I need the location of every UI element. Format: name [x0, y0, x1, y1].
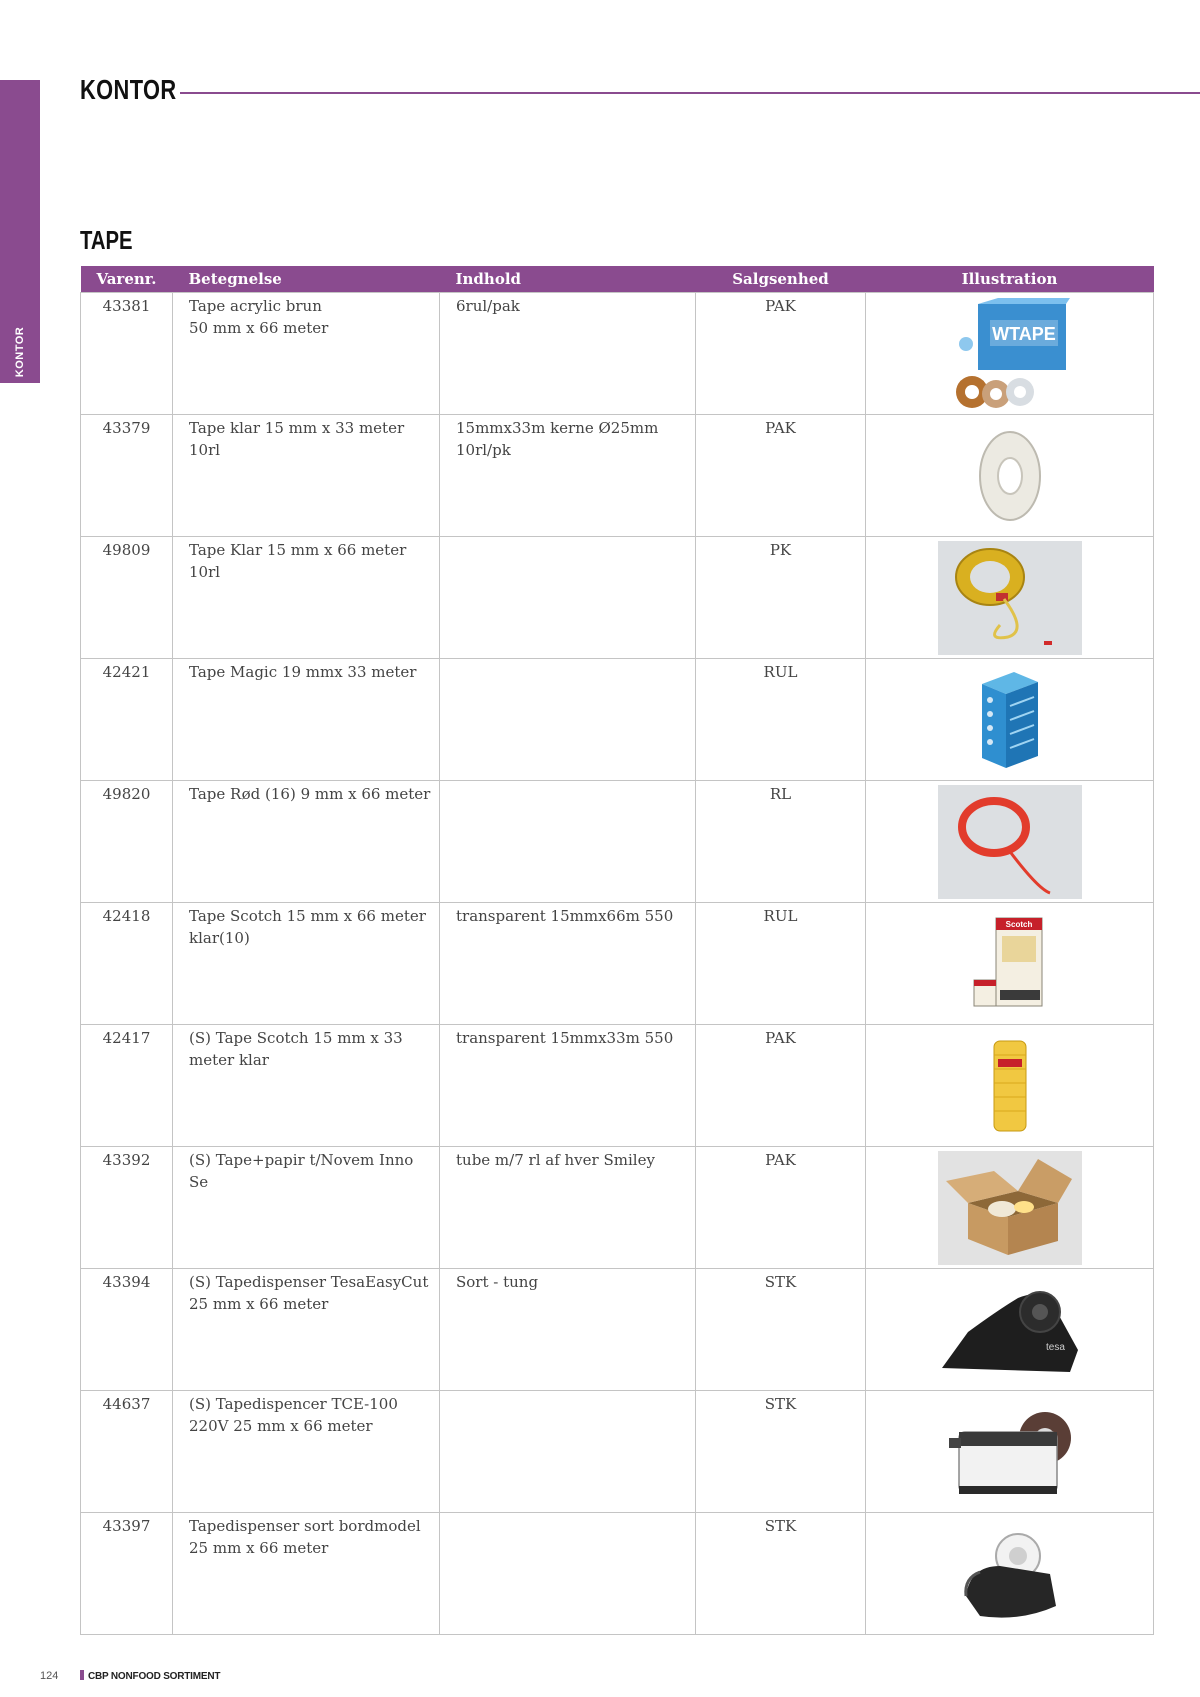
item-number: 49809	[81, 537, 173, 659]
item-name-line: 220V 25 mm x 66 meter	[189, 1417, 373, 1435]
item-name-line: (S) Tapedispencer TCE-100	[189, 1395, 398, 1413]
page-number: 124	[40, 1670, 59, 1682]
item-number: 43379	[81, 415, 173, 537]
item-illustration	[866, 781, 1154, 903]
cardboard-box-icon	[938, 1151, 1082, 1265]
footer-brand-label: CBP NONFOOD SORTIMENT	[88, 1671, 221, 1682]
table-row	[81, 293, 1154, 415]
table-row	[81, 1269, 1154, 1391]
item-number: 49820	[81, 781, 173, 903]
item-content	[440, 293, 696, 415]
item-illustration	[866, 1391, 1154, 1513]
column-header-indhold: Indhold	[440, 266, 696, 293]
item-name-line: Tape Klar 15 mm x 66 meter 10rl	[189, 541, 407, 581]
tesa-dispenser-icon	[938, 1280, 1082, 1380]
item-content-line: transparent 15mmx66m 550	[456, 907, 674, 925]
item-unit: STK	[696, 1391, 866, 1513]
item-content	[440, 1025, 696, 1147]
item-content-line: 10rl/pk	[456, 441, 511, 459]
item-name-line: Tapedispenser sort bordmodel	[189, 1517, 421, 1535]
item-content	[440, 781, 696, 903]
red-tape-roll-icon	[938, 785, 1082, 899]
scotch-tape-pack-icon	[990, 1037, 1030, 1135]
scotch-brand: Scotch	[1005, 919, 1032, 929]
item-name-line: (S) Tapedispenser TesaEasyCut	[189, 1273, 429, 1291]
item-illustration	[866, 903, 1154, 1025]
item-name	[173, 659, 440, 781]
item-name	[173, 293, 440, 415]
item-content	[440, 1513, 696, 1635]
tesa-brand: tesa	[1045, 1341, 1065, 1353]
wtape-box-icon	[950, 298, 1070, 410]
item-number: 43381	[81, 293, 173, 415]
wtape-brand: WTAPE	[991, 323, 1056, 344]
magic-tape-stack-icon	[978, 670, 1042, 770]
item-number: 43392	[81, 1147, 173, 1269]
item-unit: PAK	[696, 415, 866, 537]
item-content-line: tube m/7 rl af hver Smiley	[456, 1151, 655, 1169]
item-unit: PAK	[696, 1147, 866, 1269]
item-name-line: Tape Rød (16) 9 mm x 66 meter	[189, 785, 431, 803]
item-name-line: 25 mm x 66 meter	[189, 1539, 329, 1557]
table-row	[81, 1025, 1154, 1147]
item-name-line: Tape klar 15 mm x 33 meter 10rl	[189, 419, 405, 459]
column-header-varenr: Varenr.	[81, 266, 173, 293]
item-illustration	[866, 1147, 1154, 1269]
item-illustration	[866, 537, 1154, 659]
table-row	[81, 781, 1154, 903]
item-content	[440, 1269, 696, 1391]
item-name-line: Tape acrylic brun	[189, 297, 322, 315]
scotch-tape-box-icon	[972, 914, 1048, 1014]
side-tab-label: KONTOR	[14, 326, 26, 378]
item-name-line: Tape Scotch 15 mm x 66 meter	[189, 907, 426, 925]
item-name-line: (S) Tape Scotch 15 mm x 33	[189, 1029, 403, 1047]
item-number: 42417	[81, 1025, 173, 1147]
item-name	[173, 903, 440, 1025]
title-divider	[180, 92, 1200, 94]
item-name	[173, 1025, 440, 1147]
item-name-line: klar(10)	[189, 929, 250, 947]
product-table	[80, 266, 1154, 1635]
item-unit: RUL	[696, 659, 866, 781]
item-name	[173, 1269, 440, 1391]
table-row	[81, 659, 1154, 781]
electric-dispenser-icon	[945, 1404, 1075, 1500]
item-name-line: 25 mm x 66 meter	[189, 1295, 329, 1313]
item-name-line: (S) Tape+papir t/Novem Inno Se	[189, 1151, 414, 1191]
footer-brand	[80, 1670, 220, 1682]
item-content-line: 15mmx33m kerne Ø25mm	[456, 419, 659, 437]
table-row	[81, 537, 1154, 659]
item-number: 43397	[81, 1513, 173, 1635]
item-name	[173, 1391, 440, 1513]
table-row	[81, 903, 1154, 1025]
item-content	[440, 1147, 696, 1269]
item-illustration	[866, 293, 1154, 415]
item-content-line: Sort - tung	[456, 1273, 539, 1291]
table-row	[81, 1513, 1154, 1635]
item-unit: PAK	[696, 1025, 866, 1147]
item-illustration	[866, 1269, 1154, 1391]
item-unit: STK	[696, 1513, 866, 1635]
item-illustration	[866, 659, 1154, 781]
item-illustration	[866, 1025, 1154, 1147]
item-illustration	[866, 415, 1154, 537]
item-content-line: 6rul/pak	[456, 297, 520, 315]
table-row	[81, 1391, 1154, 1513]
item-content	[440, 1391, 696, 1513]
table-header-row	[81, 266, 1154, 293]
item-name	[173, 1147, 440, 1269]
item-unit: STK	[696, 1269, 866, 1391]
desk-dispenser-icon	[960, 1526, 1060, 1622]
item-unit: PAK	[696, 293, 866, 415]
item-content	[440, 415, 696, 537]
item-name-line: meter klar	[189, 1051, 269, 1069]
column-header-betegnelse: Betegnelse	[173, 266, 440, 293]
clear-tape-roll-icon	[975, 426, 1045, 526]
item-name	[173, 537, 440, 659]
item-unit: PK	[696, 537, 866, 659]
item-illustration	[866, 1513, 1154, 1635]
column-header-salgsenhed: Salgsenhed	[696, 266, 866, 293]
column-header-illustration: Illustration	[866, 266, 1154, 293]
yellow-tape-roll-icon	[938, 541, 1082, 655]
item-name-line: Tape Magic 19 mmx 33 meter	[189, 663, 417, 681]
item-content	[440, 537, 696, 659]
item-number: 42418	[81, 903, 173, 1025]
table-row	[81, 1147, 1154, 1269]
item-name	[173, 1513, 440, 1635]
page-title: KONTOR	[80, 74, 177, 105]
item-content	[440, 903, 696, 1025]
item-number: 44637	[81, 1391, 173, 1513]
item-number: 43394	[81, 1269, 173, 1391]
table-row	[81, 415, 1154, 537]
item-content-line: transparent 15mmx33m 550	[456, 1029, 674, 1047]
item-name	[173, 415, 440, 537]
footer-mark	[80, 1670, 84, 1680]
item-number: 42421	[81, 659, 173, 781]
section-title: TAPE	[80, 225, 133, 255]
item-name	[173, 781, 440, 903]
item-unit: RUL	[696, 903, 866, 1025]
item-unit: RL	[696, 781, 866, 903]
item-content	[440, 659, 696, 781]
item-name-line: 50 mm x 66 meter	[189, 319, 329, 337]
